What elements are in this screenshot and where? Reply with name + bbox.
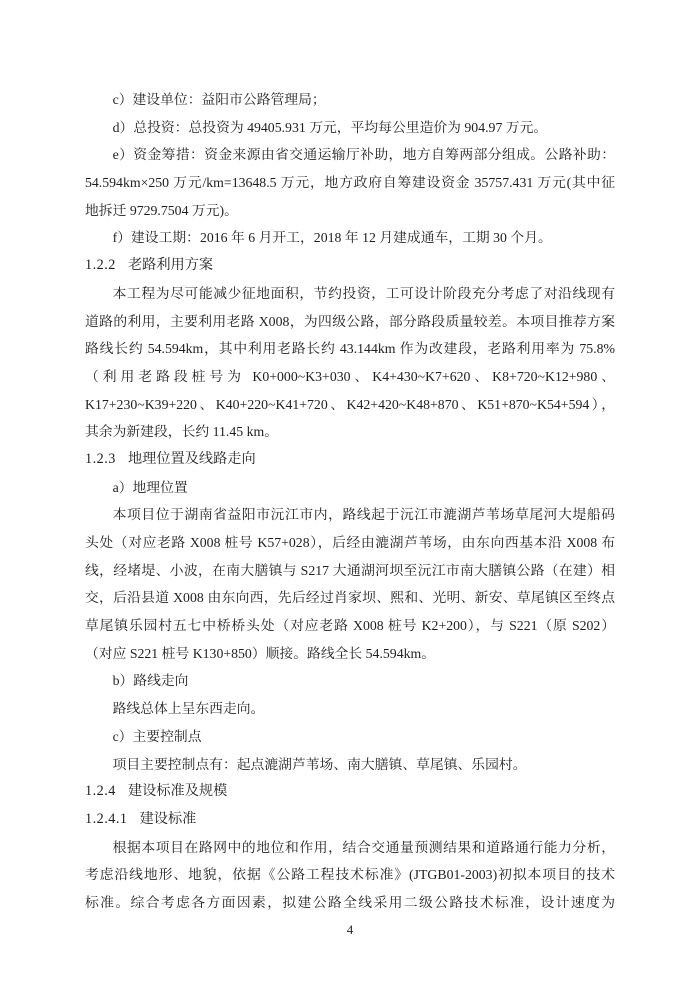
text-line: 线，经堵堤、小波，在南大膳镇与 S217 大通湖河坝至沅江市南大膳镇公路（在建）相	[85, 562, 615, 578]
text-line: 路线总体上呈东西走向。	[112, 701, 265, 717]
text-line: 道路的利用，主要利用老路 X008，为四级公路，部分路段质量较差。本项目推荐方案	[85, 313, 615, 329]
text-line: 路线长约 54.594km，其中利用老路长约 43.144km 作为改建段，老路利用率为 75.8%	[85, 341, 615, 357]
text-line: K17+230~K39+220、K40+220~K41+720、K42+420~K48+870、K51+870~K54+594），	[85, 396, 615, 412]
heading-number: 1.2.3	[85, 450, 116, 467]
heading-title: 地理位置及线路走向	[127, 450, 256, 467]
text-line: （对应 S221 桩号 K130+850）顺接。路线全长 54.594km。	[85, 645, 436, 661]
page-body	[85, 86, 615, 917]
text-line: b）路线走向	[112, 673, 189, 689]
text-line: 草尾镇乐园村五七中桥桥头处（对应老路 X008 桩号 K2+200），与 S221（原 S202）	[85, 618, 615, 634]
section-heading	[85, 778, 615, 806]
heading-number: 1.2.4.1	[85, 810, 128, 827]
text-line: a）地理位置	[112, 479, 188, 495]
text-line: 本工程为尽可能减少征地面积，节约投资，工可设计阶段充分考虑了对沿线现有	[112, 285, 615, 301]
heading-title: 建设标准及规模	[127, 783, 228, 800]
text-line: 标准。综合考虑各方面因素，拟建公路全线采用二级公路技术标准，设计速度为	[85, 894, 615, 910]
text-line: 根据本项目在路网中的地位和作用，结合交通量预测结果和道路通行能力分析，	[112, 839, 615, 855]
text-line: 交，后沿县道 X008 由东向西，先后经过肖家坝、熙和、光明、新安、草尾镇区至终点	[85, 590, 615, 606]
text-line: c）建设单位：益阳市公路管理局；	[112, 92, 326, 107]
text-line: 头处（对应老路 X008 桩号 K57+028），后经由漉湖芦苇场，由东向西基本沿 X008 布	[85, 535, 615, 550]
text-line: e）资金筹措：资金来源由省交通运输厅补助，地方自筹两部分组成。公路补助：	[112, 147, 615, 163]
section-heading	[85, 252, 615, 280]
heading-title: 老路利用方案	[127, 257, 214, 274]
text-line: （利用老路段桩号为 K0+000~K3+030、K4+430~K7+620、K8+720~K12+980、	[85, 368, 615, 384]
text-line: 本项目位于湖南省益阳市沅江市内，路线起于沅江市漉湖芦苇场草尾河大堤船码	[112, 507, 615, 523]
text-line: 地拆迁 9729.7504 万元)。	[85, 202, 238, 218]
text-line: 考虑沿线地形、地貌，依据《公路工程技术标准》(JTGB01-2003)初拟本项目的技术	[85, 867, 615, 883]
section-heading	[85, 446, 615, 474]
section-heading	[85, 806, 615, 834]
page-number: 4	[346, 922, 354, 937]
text-line: 其余为新建段，长约 11.45 km。	[85, 424, 279, 440]
text-line: 项目主要控制点有：起点漉湖芦苇场、南大膳镇、草尾镇、乐园村。	[112, 756, 527, 772]
text-line: f）建设工期：2016 年 6 月开工，2018 年 12 月建成通车，工期 30 个月。	[112, 230, 552, 246]
heading-title: 建设标准	[139, 810, 197, 827]
heading-number: 1.2.4	[85, 783, 116, 800]
text-line: 54.594km×250 万元/km=13648.5 万元，地方政府自筹建设资金 35757.431 万元(其中征	[85, 175, 615, 191]
heading-number: 1.2.2	[85, 257, 116, 274]
text-line: d）总投资：总投资为 49405.931 万元，平均每公里造价为 904.97 万元。	[112, 119, 548, 135]
text-line: c）主要控制点	[112, 728, 202, 744]
